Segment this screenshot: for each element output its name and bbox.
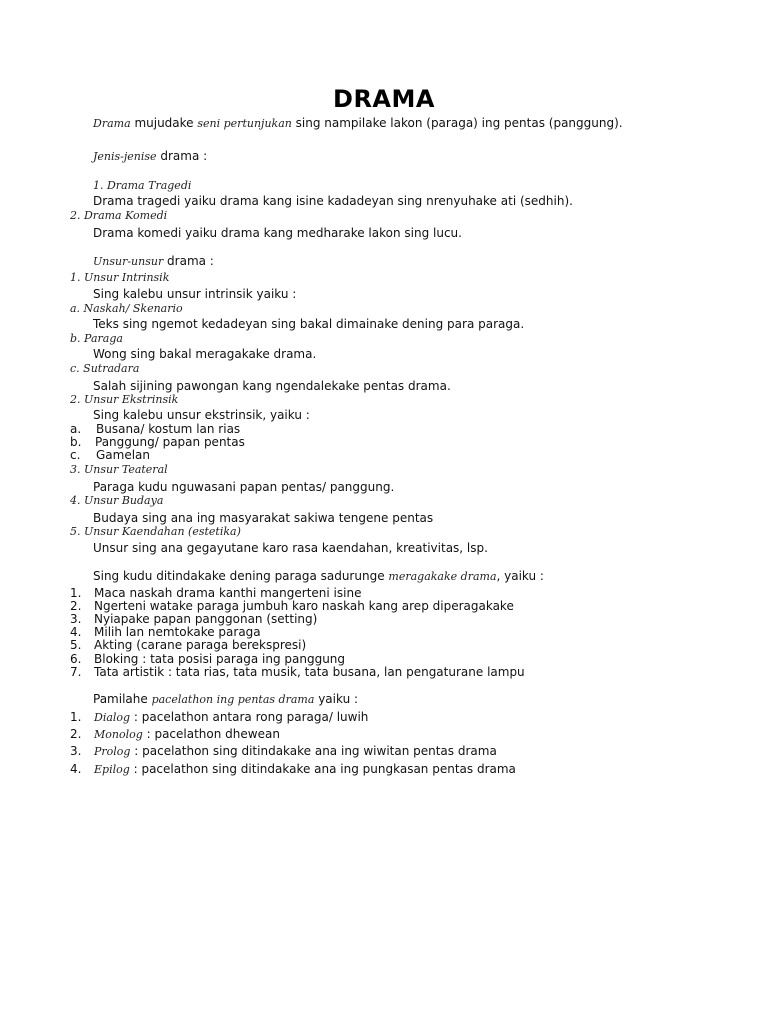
jenis-heading-text: drama :	[156, 149, 208, 163]
sing-kudu-item-num: 7.	[70, 665, 82, 679]
sing-kudu-item	[70, 638, 306, 652]
unsur-a-desc: Teks sing ngemot kedadeyan sing bakal dimainake dening para paraga.	[93, 317, 525, 331]
unsur-2-desc: Sing kalebu unsur ekstrinsik, yaiku :	[93, 408, 310, 422]
pacelathon-item-desc: : pacelathon dhewean	[142, 727, 280, 741]
pacelathon-item-desc: : pacelathon antara rong paraga/ luwih	[130, 710, 369, 724]
ekstrinsik-item-a-num: a.	[70, 422, 82, 436]
intro-term-2: seni pertunjukan	[197, 117, 292, 130]
sing-kudu-item-num: 4.	[70, 625, 82, 639]
sing-kudu-item-num: 5.	[70, 638, 82, 652]
unsur-1-desc: Sing kalebu unsur intrinsik yaiku :	[93, 287, 297, 301]
jenis-item-1-title: 1. Drama Tragedi	[93, 179, 192, 192]
intro-text-2: sing nampilake lakon (paraga) ing pentas (panggung).	[291, 116, 623, 130]
sing-kudu-item-text: Bloking : tata posisi paraga ing panggung	[94, 652, 346, 666]
pacelathon-item-term: Monolog	[94, 728, 143, 741]
pamilahe-heading-text: Pamilahe	[93, 692, 152, 706]
sing-kudu-item	[70, 599, 514, 613]
pacelathon-item-num: 4.	[70, 762, 82, 776]
unsur-b-title: b. Paraga	[70, 332, 123, 345]
sing-kudu-item-num: 3.	[70, 612, 82, 626]
sing-kudu-heading	[93, 569, 544, 584]
unsur-4-desc: Budaya sing ana ing masyarakat sakiwa tengene pentas	[93, 511, 434, 525]
sing-kudu-heading-tail: , yaiku :	[496, 569, 544, 583]
pacelathon-item-term: Dialog	[94, 711, 131, 724]
jenis-heading	[93, 149, 207, 164]
intro-text: mujudake	[130, 116, 198, 130]
unsur-2-title: 2. Unsur Ekstrinsik	[70, 393, 179, 406]
pacelathon-item-term: Prolog	[94, 745, 131, 758]
pacelathon-item-num: 1.	[70, 710, 82, 724]
pamilahe-heading-tail: yaiku :	[314, 692, 359, 706]
unsur-4-title: 4. Unsur Budaya	[70, 494, 164, 507]
sing-kudu-item-text: Akting (carane paraga berekspresi)	[94, 638, 307, 652]
unsur-heading	[93, 254, 214, 269]
ekstrinsik-item-b-text: Panggung/ papan pentas	[95, 435, 245, 449]
unsur-5-desc: Unsur sing ana gegayutane karo rasa kaendahan, kreativitas, lsp.	[93, 541, 488, 555]
jenis-item-2-desc: Drama komedi yaiku drama kang medharake lakon sing lucu.	[93, 226, 462, 240]
sing-kudu-item	[70, 625, 261, 639]
sing-kudu-item-text: Nyiapake papan panggonan (setting)	[94, 612, 318, 626]
sing-kudu-heading-term: meragakake drama	[388, 570, 497, 583]
sing-kudu-heading-text: Sing kudu ditindakake dening paraga sadurunge	[93, 569, 389, 583]
sing-kudu-item-text: Maca naskah drama kanthi mangerteni isine	[94, 586, 362, 600]
unsur-heading-term: Unsur-unsur	[93, 255, 164, 268]
pacelathon-item-num: 2.	[70, 727, 82, 741]
intro-line	[93, 116, 623, 131]
pacelathon-item	[70, 744, 497, 759]
pacelathon-item	[70, 710, 368, 725]
sing-kudu-item-text: Tata artistik : tata rias, tata musik, tata busana, lan pengaturane lampu	[94, 665, 525, 679]
sing-kudu-item-text: Milih lan nemtokake paraga	[94, 625, 261, 639]
pacelathon-item-num: 3.	[70, 744, 82, 758]
sing-kudu-item	[70, 586, 361, 600]
ekstrinsik-item-a-text: Busana/ kostum lan rias	[96, 422, 241, 436]
ekstrinsik-item-c-text: Gamelan	[96, 448, 151, 462]
ekstrinsik-item-b-num: b.	[70, 435, 82, 449]
unsur-a-title: a. Naskah/ Skenario	[70, 302, 183, 315]
intro-term: Drama	[93, 117, 131, 130]
unsur-3-desc: Paraga kudu nguwasani papan pentas/ panggung.	[93, 480, 395, 494]
sing-kudu-item-num: 1.	[70, 586, 82, 600]
unsur-5-title: 5. Unsur Kaendahan (estetika)	[70, 525, 241, 538]
sing-kudu-item	[70, 665, 525, 679]
pacelathon-item	[70, 762, 516, 777]
page-title: DRAMA	[333, 85, 435, 113]
sing-kudu-item-num: 6.	[70, 652, 82, 666]
jenis-heading-term: Jenis-jenise	[93, 150, 157, 163]
sing-kudu-item-num: 2.	[70, 599, 82, 613]
jenis-item-2-title: 2. Drama Komedi	[70, 209, 168, 222]
sing-kudu-item	[70, 612, 317, 626]
ekstrinsik-item-b	[70, 435, 245, 449]
pacelathon-item	[70, 727, 280, 742]
sing-kudu-item	[70, 652, 345, 666]
ekstrinsik-item-c-num: c.	[70, 448, 81, 462]
unsur-1-title: 1. Unsur Intrinsik	[70, 271, 170, 284]
unsur-c-desc: Salah sijining pawongan kang ngendalekake pentas drama.	[93, 379, 451, 393]
pamilahe-heading-term: pacelathon ing pentas drama	[151, 693, 315, 706]
ekstrinsik-item-a	[70, 422, 240, 436]
pacelathon-item-term: Epilog	[94, 763, 130, 776]
unsur-3-title: 3. Unsur Teateral	[70, 463, 168, 476]
unsur-b-desc: Wong sing bakal meragakake drama.	[93, 347, 317, 361]
unsur-heading-text: drama :	[163, 254, 214, 268]
sing-kudu-item-text: Ngerteni watake paraga jumbuh karo naskah kang arep diperagakake	[94, 599, 514, 613]
pacelathon-item-desc: : pacelathon sing ditindakake ana ing wiwitan pentas drama	[130, 744, 497, 758]
unsur-c-title: c. Sutradara	[70, 362, 140, 375]
pamilahe-heading	[93, 692, 358, 707]
jenis-item-1-desc: Drama tragedi yaiku drama kang isine kadadeyan sing nrenyuhake ati (sedhih).	[93, 194, 573, 208]
pacelathon-item-desc: : pacelathon sing ditindakake ana ing pungkasan pentas drama	[129, 762, 516, 776]
ekstrinsik-item-c	[70, 448, 150, 462]
